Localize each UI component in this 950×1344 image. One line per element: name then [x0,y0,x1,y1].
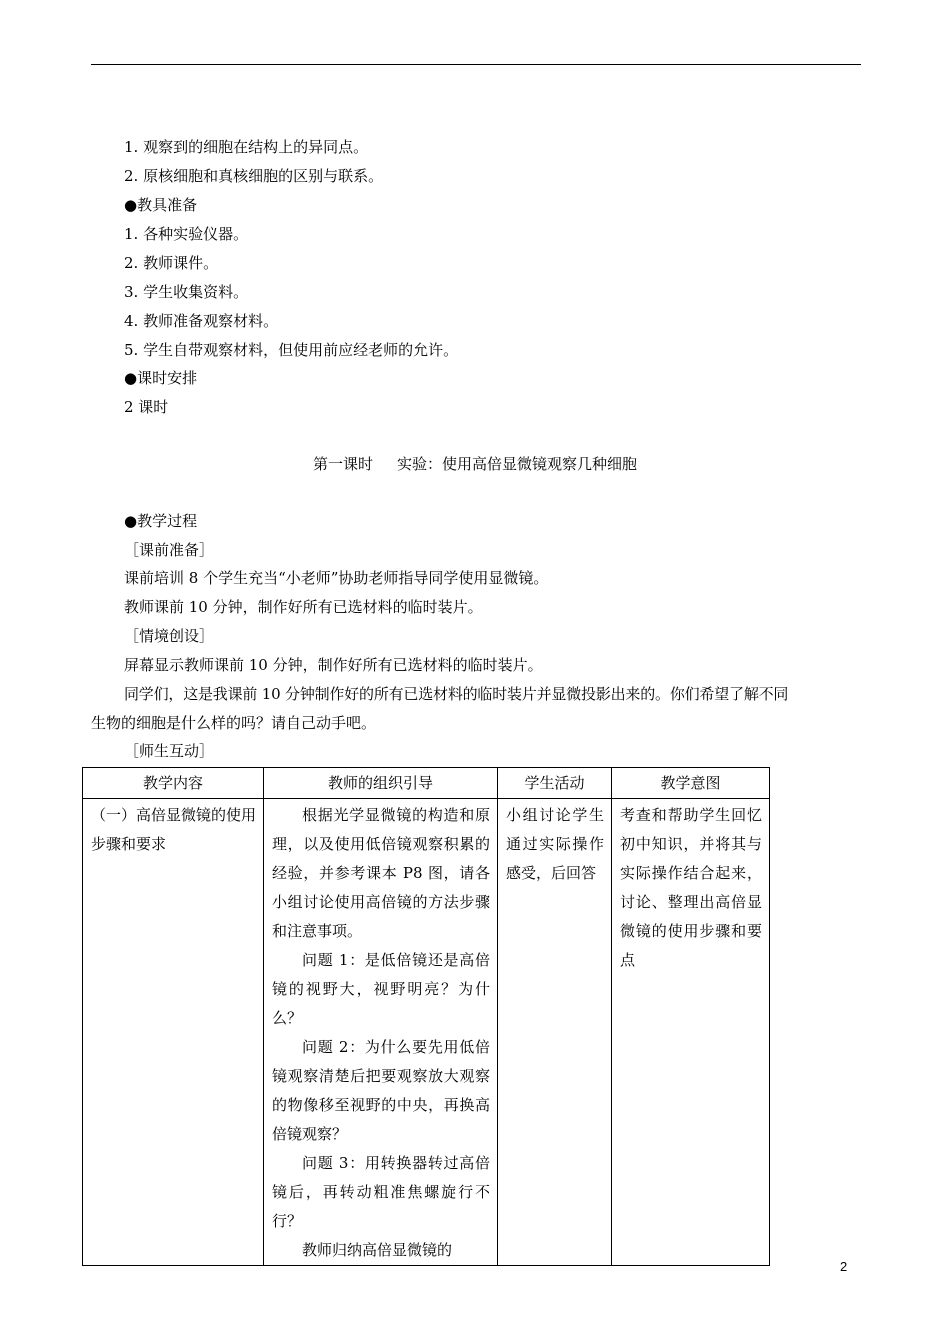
scenario-line: 屏幕显示教师课前 10 分钟，制作好所有已选材料的临时装片。 [124,656,543,674]
prep-line-2: 教师课前 10 分钟，制作好所有已选材料的临时装片。 [124,598,483,616]
header-rule [91,64,861,65]
equipment-item-5: 5. 学生自带观察材料，但使用前应经老师的允许。 [124,341,459,359]
row-intent: 考查和帮助学生回忆初中知识，并将其与实际操作结合起来，讨论、整理出高倍显微镜的使用步骤和要点 [620,806,762,969]
lesson-title [0,454,950,474]
teacher-para-2: 问题 1：是低倍镜还是高倍镜的视野大，视野明亮？为什么？ [272,951,490,1027]
prep-heading: ［课前准备］ [124,541,215,559]
teacher-para-4: 问题 3：用转换器转过高倍镜后，再转动粗准焦螺旋行不行？ [272,1154,490,1230]
equipment-item-2: 2. 教师课件。 [124,254,219,272]
schedule-heading: ●课时安排 [124,369,198,387]
intro-item-2: 2. 原核细胞和真核细胞的区别与联系。 [124,167,384,185]
equipment-item-4: 4. 教师准备观察材料。 [124,312,279,330]
teacher-para-3: 问题 2：为什么要先用低倍镜观察清楚后把要观察放大观察的物像移至视野的中央，再换高倍镜观察？ [272,1038,490,1143]
row-content: （一）高倍显微镜的使用步骤和要求 [91,806,257,853]
scenario-para-line1: 同学们，这是我课前 10 分钟制作好的所有已选材料的临时装片并显微投影出来的。你们希望了解不同 [124,685,789,703]
teacher-para-1: 根据光学显微镜的构造和原理，以及使用低倍镜观察积累的经验，并参考课本 P8 图，请各小组讨论使用高倍镜的方法步骤和注意事项。 [272,806,490,940]
row-teacher [264,799,497,1265]
equipment-item-1: 1. 各种实验仪器。 [124,225,249,243]
interaction-heading: ［师生互动］ [124,742,215,760]
table-row [83,799,770,1266]
scenario-heading: ［情境创设］ [124,627,215,645]
lesson-title-part1: 第一课时 [312,455,373,473]
teacher-para-5: 教师归纳高倍显微镜的 [302,1241,453,1259]
header-student: 学生活动 [498,768,612,799]
table-header-row [83,768,770,799]
page-number: 2 [840,1259,848,1274]
row-student: 小组讨论学生通过实际操作感受，后回答 [506,806,604,882]
equipment-heading: ●教具准备 [124,196,198,214]
lesson-title-part2: 实验：使用高倍显微镜观察几种细胞 [397,455,638,473]
scenario-para-line2: 生物的细胞是什么样的吗？请自己动手吧。 [91,714,377,732]
teaching-table [82,767,770,1266]
prep-line-1: 课前培训 8 个学生充当“小老师”协助老师指导同学使用显微镜。 [124,569,549,587]
header-teacher: 教师的组织引导 [264,768,498,799]
schedule-value: 2 课时 [124,398,169,416]
process-heading: ●教学过程 [124,512,198,530]
equipment-item-3: 3. 学生收集资料。 [124,283,249,301]
intro-item-1: 1. 观察到的细胞在结构上的异同点。 [124,138,369,156]
header-content: 教学内容 [83,768,264,799]
header-intent: 教学意图 [612,768,770,799]
